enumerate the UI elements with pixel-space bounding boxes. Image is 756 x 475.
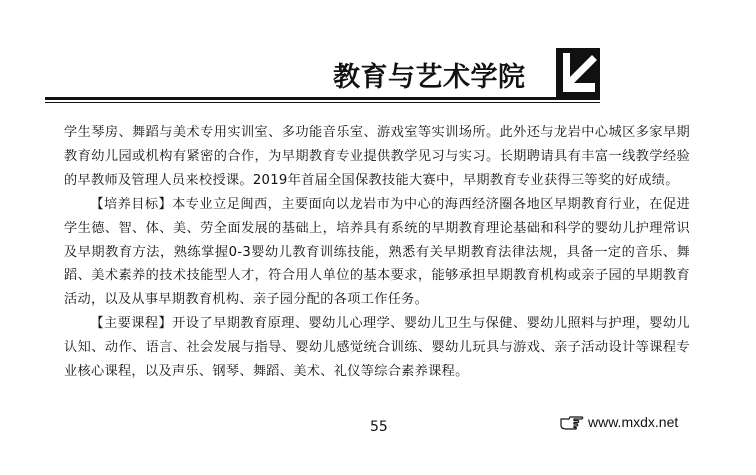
body-text — [64, 121, 690, 384]
paragraph-training-objectives: 【培养目标】本专业立足闽西，主要面向以龙岩市为中心的海西经济圈各地区早期教育行业，在促进学生德、智、体、美、劳全面发展的基础上，培养具有系统的早期教育理论基础和科学的婴幼儿护理常识及早期教育方法，熟练掌握0-3婴幼儿教育训练技能，熟悉有关早期教育法律法规，具备一定的音乐、舞蹈、美术素养的技术技能型人才，符合用人单位的基本要求，能够承担早期教育机构或亲子园的早期教育活动，以及从事早期教育机构、亲子园分配的各项工作任务。 — [64, 196, 690, 308]
college-logo-icon — [556, 48, 600, 98]
header-rule — [45, 97, 600, 103]
website-url: www.mxdx.net — [588, 414, 679, 430]
page-header-title: 教育与艺术学院 — [333, 62, 526, 93]
website-footer — [560, 414, 678, 430]
page-number: 55 — [370, 419, 388, 435]
paragraph-facilities: 学生琴房、舞蹈与美术专用实训室、多功能音乐室、游戏室等实训场所。此外还与龙岩中心城区多家早期教育幼儿园或机构有紧密的合作，为早期教育专业提供教学见习与实习。长期聘请具有丰富一线教学经验的早教师及管理人员来校授课。2019年首届全国保教技能大赛中，早期教育专业获得三等奖的好成绩。 — [64, 125, 690, 188]
pointing-hand-icon — [560, 414, 584, 430]
paragraph-main-courses: 【主要课程】开设了早期教育原理、婴幼儿心理学、婴幼儿卫生与保健、婴幼儿照料与护理，婴幼儿认知、动作、语言、社会发展与指导、婴幼儿感觉统合训练、婴幼儿玩具与游戏、亲子活动设计等课程专业核心课程，以及声乐、钢琴、舞蹈、美术、礼仪等综合素养课程。 — [64, 316, 690, 380]
